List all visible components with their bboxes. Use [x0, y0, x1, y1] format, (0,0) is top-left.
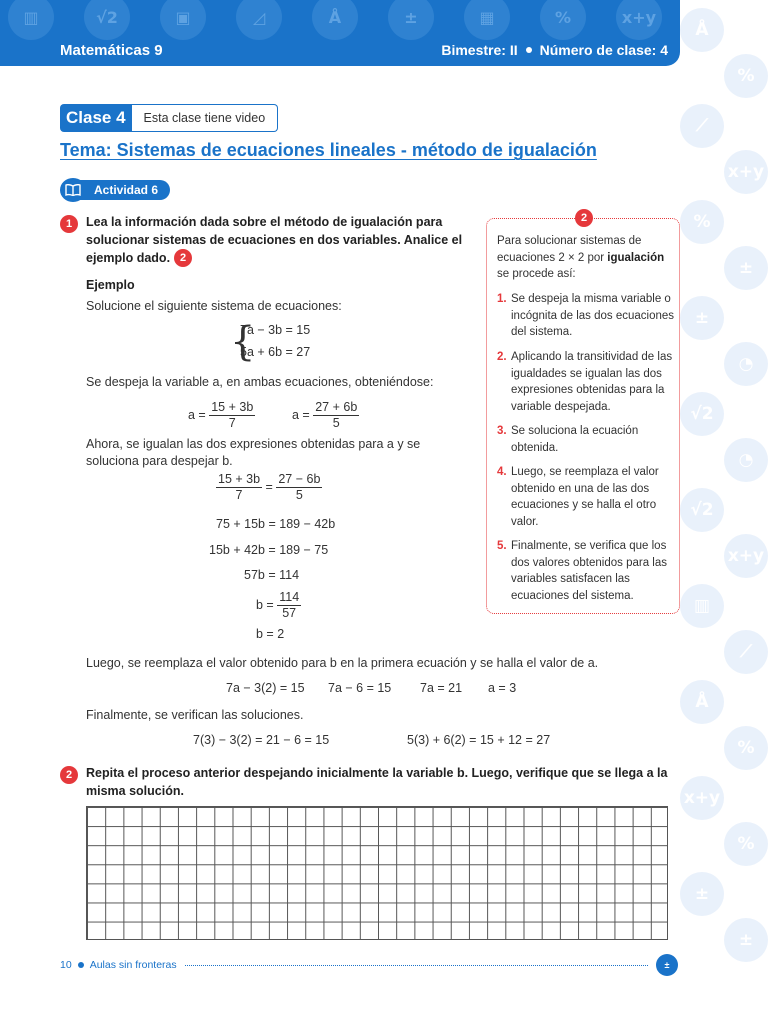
fraction-denominator: 5 — [295, 488, 303, 502]
a-step-4: a = 3 — [488, 681, 517, 695]
sqrt-icon: √2 — [680, 488, 724, 532]
class-badge: Clase 4 — [60, 104, 132, 132]
bar-chart-icon: ▥ — [680, 584, 724, 628]
item-number-badge: 1 — [60, 215, 78, 233]
page-number: 10 — [60, 959, 72, 971]
item1-instruction — [86, 213, 466, 268]
percent-icon: % — [724, 822, 768, 866]
calculator-icon: Å — [680, 8, 724, 52]
percent-icon: % — [724, 726, 768, 770]
system-equation-1: 7a − 3b = 15 — [240, 323, 311, 337]
b-fraction — [256, 590, 301, 621]
sidebox-number-badge: 2 — [575, 209, 593, 227]
bar-chart-icon: ▥ — [8, 0, 54, 40]
xy-over-z-icon: x+y — [680, 776, 724, 820]
chart-icon: ⟋ — [680, 104, 724, 148]
lesson-topic-title: Tema: Sistemas de ecuaciones lineales - método de igualación — [60, 140, 597, 160]
fraction-denominator: 57 — [282, 606, 297, 620]
example-intro: Solucione el siguiente sistema de ecuaciones: — [86, 299, 342, 313]
method-intro-tail: se procede así: — [497, 268, 576, 280]
pie-icon: ◔ — [724, 438, 768, 482]
book-icon — [60, 178, 86, 202]
percent-icon: % — [540, 0, 586, 40]
class-number-label: Número de clase: 4 — [539, 42, 668, 58]
equals-sign: = — [265, 479, 273, 494]
plus-minus-icon: ± — [680, 872, 724, 916]
class-badge-row — [60, 104, 278, 132]
system-equation-2: 5a + 6b = 27 — [240, 345, 311, 359]
step-number: 2. — [497, 351, 507, 363]
check-equation-1: 7(3) − 3(2) = 21 − 6 = 15 — [193, 733, 330, 747]
compass-icon: Å — [312, 0, 358, 40]
item2-instruction: Repita el proceso anterior despejando inicialmente la variable b. Luego, verifique que se llega a la misma solución. — [86, 766, 668, 798]
video-note[interactable]: Esta clase tiene video — [132, 104, 279, 132]
plus-minus-icon: ± — [656, 954, 678, 976]
plus-minus-icon: ± — [724, 246, 768, 290]
a-step-1: 7a − 3(2) = 15 — [226, 681, 305, 695]
step-text: Luego, se reemplaza el valor obtenido en una de las dos ecuaciones y se halla el otro valor. — [511, 466, 659, 528]
page-header — [0, 0, 680, 66]
method-intro-keyword: igualación — [607, 251, 665, 264]
pie-icon: ◔ — [724, 342, 768, 386]
step-text: Se despeja la misma variable o incógnita de las dos ecuaciones del sistema. — [511, 293, 675, 338]
step-text: Se soluciona la ecuación obtenida. — [511, 425, 639, 454]
fraction-numerator: 27 − 6b — [278, 472, 321, 486]
method-step — [497, 423, 677, 456]
method-step — [497, 464, 677, 530]
fraction-lhs: a = — [188, 407, 206, 422]
sqrt-icon: √2 — [680, 392, 724, 436]
fraction-lhs: b = — [256, 597, 274, 612]
calculator-icon: ▦ — [464, 0, 510, 40]
igualan-text: Ahora, se igualan las dos expresiones obtenidas para a y se soluciona para despejar b. — [86, 437, 421, 468]
solve-step-1: 75 + 15b = 189 − 42b — [216, 517, 336, 531]
fraction-denominator: 5 — [332, 416, 340, 430]
xy-over-z-icon: x+y — [616, 0, 662, 40]
step-text: Finalmente, se verifica que los dos valores obtenidos para las variables satisfacen las ecuaciones del sistema. — [511, 540, 667, 602]
compass-icon: Å — [680, 680, 724, 724]
plus-minus-icon: ± — [724, 918, 768, 962]
sqrt-icon: √2 — [84, 0, 130, 40]
bimestre-label: Bimestre: II — [441, 42, 518, 58]
activity-label — [60, 178, 170, 202]
xy-over-z-icon: x+y — [724, 150, 768, 194]
meta-separator-dot — [526, 47, 532, 53]
percent-icon: % — [724, 54, 768, 98]
method-step — [497, 349, 677, 415]
step-number: 1. — [497, 293, 507, 305]
method-step — [497, 291, 677, 341]
sidebox-reference-badge: 2 — [174, 249, 192, 267]
reemplaza-text: Luego, se reemplaza el valor obtenido para b en la primera ecuación y se halla el valor de a. — [86, 656, 599, 670]
footer-program-name: Aulas sin fronteras — [89, 959, 177, 971]
verifican-text: Finalmente, se verifican las soluciones. — [86, 708, 304, 722]
item-number-badge: 2 — [60, 766, 78, 784]
equated-fractions — [216, 472, 322, 503]
step-number: 3. — [497, 425, 507, 437]
answer-grid[interactable] — [86, 806, 668, 940]
fraction-a-1 — [188, 400, 255, 431]
header-icon-row — [0, 0, 680, 40]
method-steps-box — [486, 212, 680, 614]
b-value: b = 2 — [256, 627, 285, 641]
fraction-numerator: 27 + 6b — [315, 400, 358, 414]
a-step-3: 7a = 21 — [420, 681, 463, 695]
subject-title: Matemáticas 9 — [60, 42, 163, 59]
check-equation-2: 5(3) + 6(2) = 15 + 12 = 27 — [407, 733, 551, 747]
step-text: Aplicando la transitividad de las igualdades se igualan las dos expresiones obtenidas para la variable despejada. — [511, 351, 673, 413]
xy-over-z-icon: x+y — [724, 534, 768, 578]
fraction-denominator: 7 — [228, 416, 236, 430]
class-meta — [441, 42, 668, 58]
fraction-numerator: 114 — [279, 590, 300, 604]
item1-instruction-text: Lea la información dada sobre el método de igualación para solucionar sistemas de ecuaciones en dos variables. Analice el ejemplo dado. — [86, 215, 463, 265]
solve-step-3: 57b = 114 — [244, 568, 300, 582]
step-number: 5. — [497, 540, 507, 552]
footer-rule — [185, 965, 648, 966]
solve-step-2: 15b + 42b = 189 − 75 — [209, 543, 329, 557]
fraction-a-2 — [292, 400, 359, 431]
despeje-text: Se despeja la variable a, en ambas ecuaciones, obteniéndose: — [86, 375, 434, 389]
method-intro — [497, 233, 673, 283]
plus-minus-icon: ± — [680, 296, 724, 340]
set-square-icon: ◿ — [236, 0, 282, 40]
method-step — [497, 538, 677, 604]
step-number: 4. — [497, 466, 507, 478]
footer-dot — [78, 962, 84, 968]
method-intro-text: Para solucionar sistemas de ecuaciones 2 × 2 por — [497, 235, 642, 264]
fraction-lhs: a = — [292, 407, 310, 422]
fraction-numerator: 15 + 3b — [218, 472, 261, 486]
fraction-denominator: 7 — [235, 488, 243, 502]
a-step-2: 7a − 6 = 15 — [328, 681, 392, 695]
example-heading: Ejemplo — [86, 278, 135, 292]
cube-icon: ▣ — [160, 0, 206, 40]
system-brace: { — [230, 319, 256, 365]
fraction-numerator: 15 + 3b — [211, 400, 254, 414]
chart-icon: ⟋ — [724, 630, 768, 674]
page-footer — [60, 958, 678, 972]
plus-minus-icon: ± — [388, 0, 434, 40]
percent-icon: % — [680, 200, 724, 244]
decorative-icon-strip — [680, 0, 768, 1024]
activity-name: Actividad 6 — [80, 180, 170, 200]
